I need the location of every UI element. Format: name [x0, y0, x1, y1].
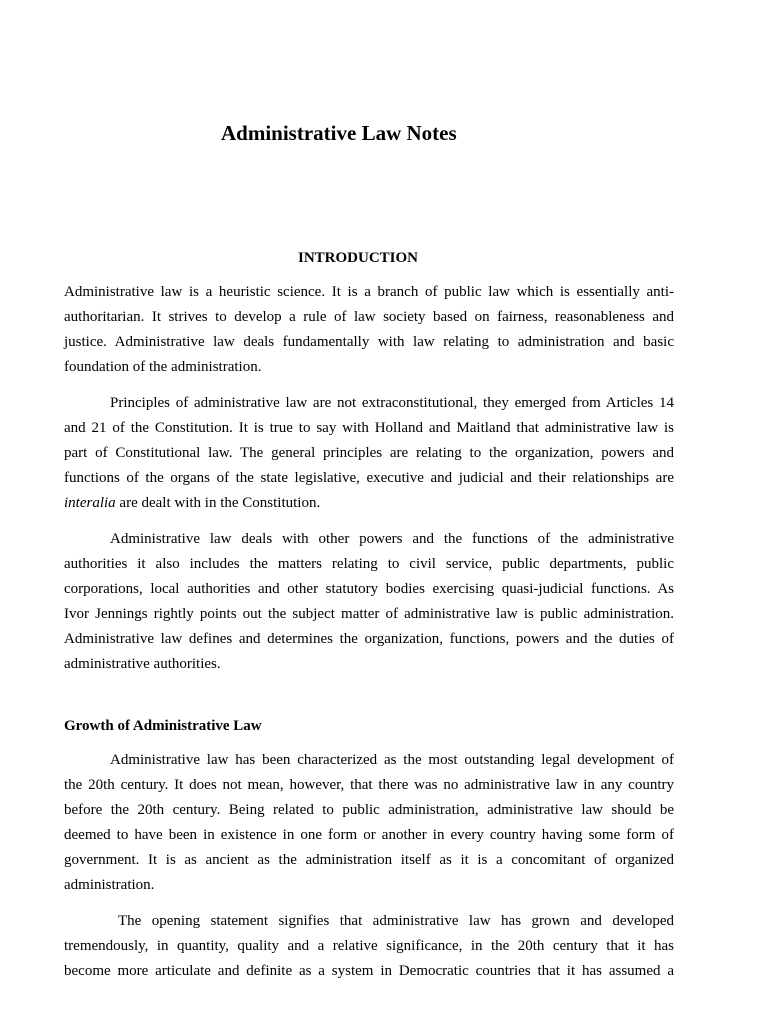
text-line: Administrative law deals with other powers and the functions of the administrative [110, 531, 674, 547]
text-line: authorities it also includes the matters relating to civil service, public departments, public [64, 556, 674, 572]
text-line: deemed to have been in existence in one form or another in every country having some form of [64, 827, 674, 843]
growth-heading: Growth of Administrative Law [64, 718, 262, 734]
growth-paragraph-2 [64, 909, 674, 984]
text-line: before the 20th century. Being related to public administration, administrative law should be [64, 802, 674, 818]
text-line: foundation of the administration. [64, 359, 262, 375]
text-fragment: are dealt with in the Constitution. [115, 495, 321, 511]
text-line: functions of the organs of the state legislative, executive and judicial and their relationships are [64, 470, 674, 486]
introduction-heading: INTRODUCTION [297, 250, 418, 266]
introduction-paragraph-3 [64, 527, 674, 677]
text-line: authoritarian. It strives to develop a rule of law society based on fairness, reasonableness and [64, 309, 674, 325]
text-line: Administrative law has been characterized as the most outstanding legal development of [110, 752, 674, 768]
introduction-paragraph-1 [64, 280, 674, 380]
text-line: administration. [64, 877, 155, 893]
text-line: tremendously, in quantity, quality and a relative significance, in the 20th century that it has [64, 938, 674, 954]
text-line: The opening statement signifies that administrative law has grown and developed [118, 913, 674, 929]
text-line: administrative authorities. [64, 656, 221, 672]
text-line: Ivor Jennings rightly points out the subject matter of administrative law is public administration. [64, 606, 674, 622]
text-line: Administrative law defines and determines the organization, functions, powers and the duties of [64, 631, 674, 647]
italic-term: interalia [64, 495, 116, 511]
text-line: justice. Administrative law deals fundamentally with law relating to administration and basic [64, 334, 674, 350]
text-line: and 21 of the Constitution. It is true to say with Holland and Maitland that administrative law is [64, 420, 674, 436]
text-line: part of Constitutional law. The general principles are relating to the organization, powers and [64, 445, 674, 461]
text-line: become more articulate and definite as a system in Democratic countries that it has assumed a [64, 963, 674, 979]
text-line: Principles of administrative law are not extraconstitutional, they emerged from Articles 14 [110, 395, 674, 411]
text-line: Administrative law is a heuristic science. It is a branch of public law which is essentially anti- [64, 284, 674, 300]
text-line: government. It is as ancient as the administration itself as it is a concomitant of organized [64, 852, 674, 868]
introduction-paragraph-2 [64, 391, 674, 516]
growth-paragraph-1 [64, 748, 674, 898]
text-line: the 20th century. It does not mean, however, that there was no administrative law in any country [64, 777, 674, 793]
text-line [64, 491, 674, 516]
text-line: corporations, local authorities and other statutory bodies exercising quasi-judicial functions. As [64, 581, 674, 597]
document-title: Administrative Law Notes [221, 121, 457, 145]
